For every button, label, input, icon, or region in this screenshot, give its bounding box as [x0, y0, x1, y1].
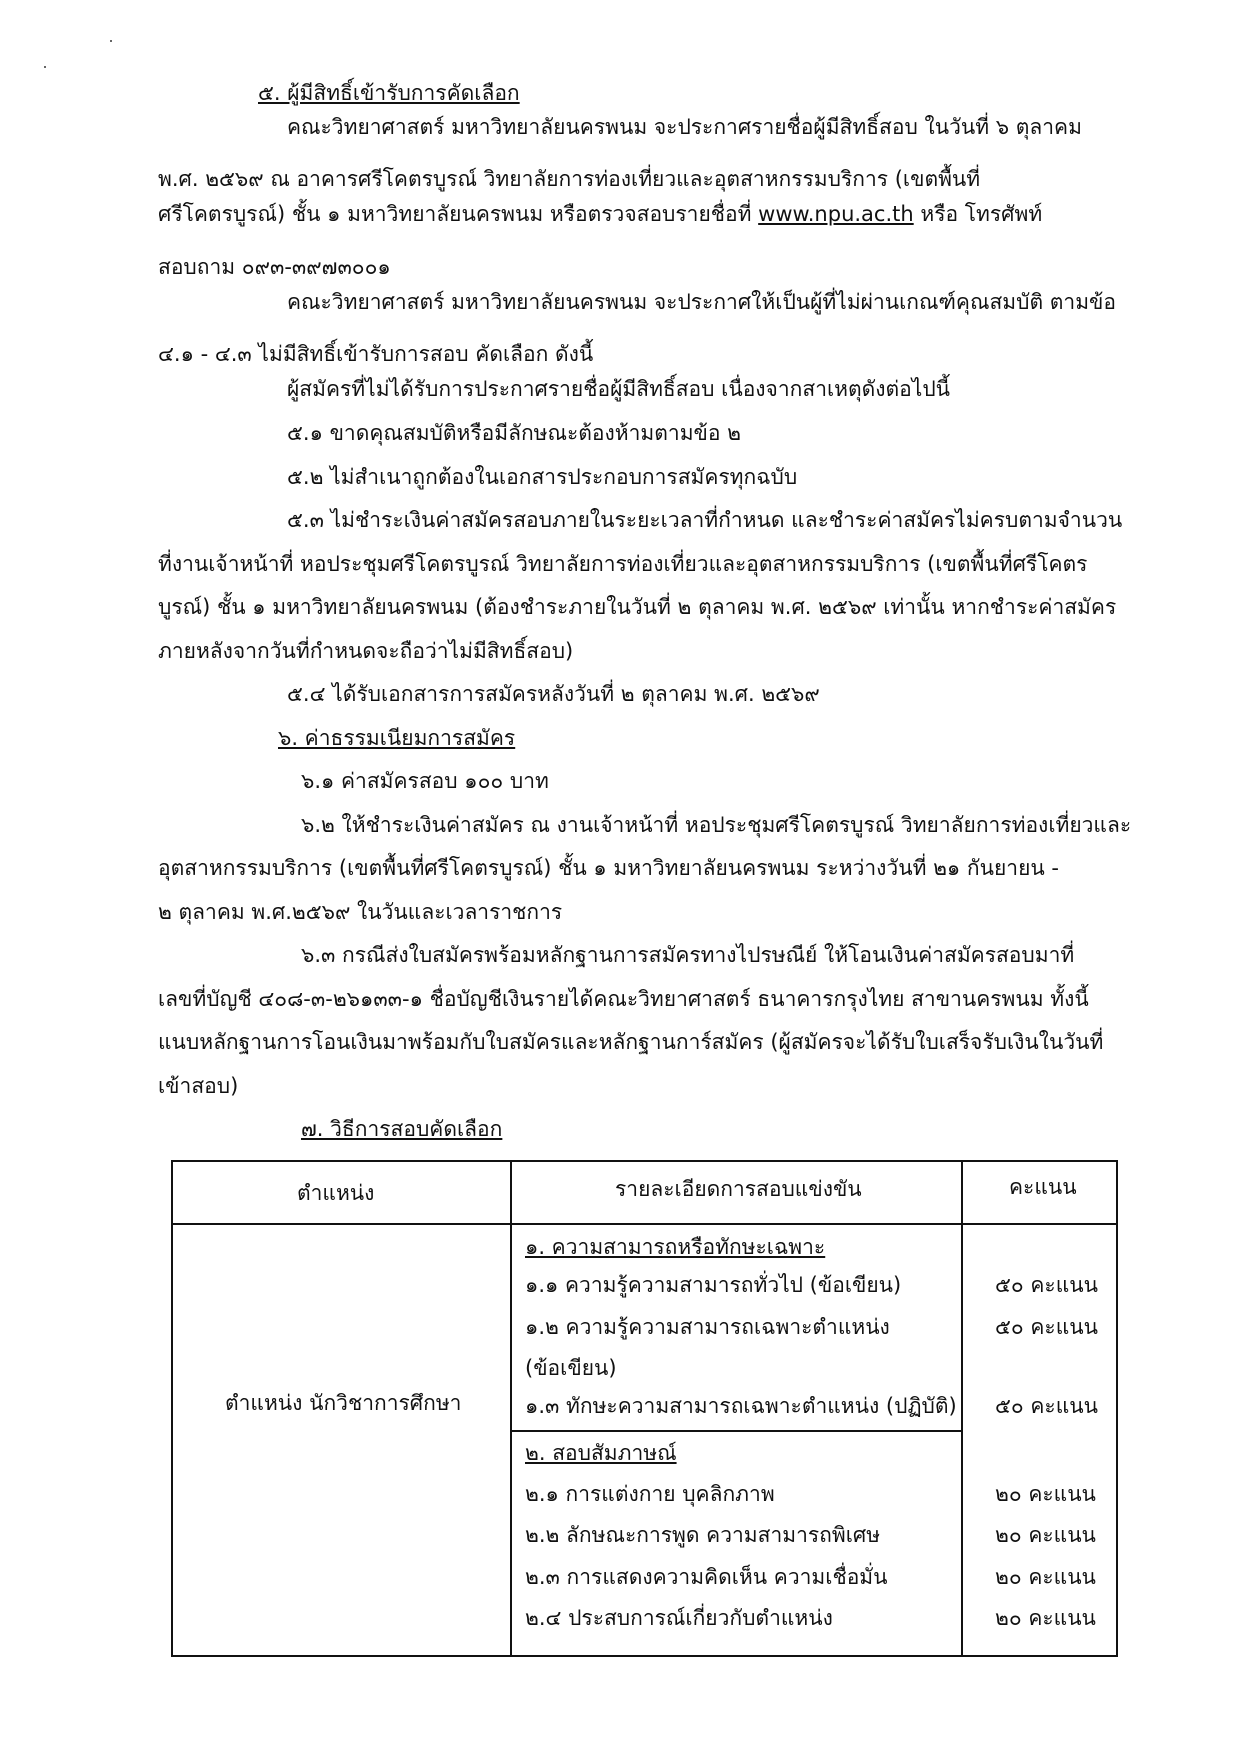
paragraph-line: คณะวิทยาศาสตร์ มหาวิทยาลัยนครพนม จะประกาศให้เป็นผู้ที่ไม่ผ่านเกณฑ์คุณสมบัติ ตามข้อ	[287, 290, 1117, 314]
score-cell: ๕๐ คะแนน	[995, 1273, 1098, 1297]
table-divider	[510, 1430, 963, 1432]
paragraph-line: อุตสาหกรรมบริการ (เขตพื้นที่ศรีโคตรบูรณ์) ชั้น ๑ มหาวิทยาลัยนครพนม ระหว่างวันที่ ๒๑ กันยายน -	[158, 856, 1060, 880]
group-title: ๒. สอบสัมภาษณ์	[525, 1441, 677, 1465]
section-7-heading: ๗. วิธีการสอบคัดเลือก	[301, 1117, 503, 1141]
score-cell: ๒๐ คะแนน	[995, 1523, 1096, 1547]
score-cell: ๒๐ คะแนน	[995, 1606, 1096, 1630]
table-divider	[961, 1162, 963, 1655]
paragraph-line: พ.ศ. ๒๕๖๙ ณ อาคารศรีโคตรบูรณ์ วิทยาลัยการท่องเที่ยวและอุตสาหกรรมบริการ (เขตพื้นที่	[158, 167, 981, 191]
detail-cell: ๒.๒ ลักษณะการพูด ความสามารถพิเศษ	[525, 1523, 881, 1547]
score-cell: ๕๐ คะแนน	[995, 1394, 1098, 1418]
table-header: คะแนน	[1009, 1175, 1077, 1199]
detail-cell: ๒.๓ การแสดงความคิดเห็น ความเชื่อมั่น	[525, 1565, 888, 1589]
detail-cell: ๒.๑ การแต่งกาย บุคลิกภาพ	[525, 1482, 775, 1506]
score-cell: ๒๐ คะแนน	[995, 1565, 1096, 1589]
detail-cell: ๑.๑ ความรู้ความสามารถทั่วไป (ข้อเขียน)	[525, 1273, 902, 1297]
table-header: ตำแหน่ง	[297, 1181, 375, 1205]
list-item: ๖.๒ ให้ชำระเงินค่าสมัคร ณ งานเจ้าหน้าที่ หอประชุมศรีโคตรบูรณ์ วิทยาลัยการท่องเที่ยวและ	[301, 813, 1132, 837]
scan-speck	[44, 66, 46, 68]
paragraph-line: สอบถาม ๐๙๓-๓๙๗๓๐๐๑	[158, 255, 391, 279]
list-item: ๖.๓ กรณีส่งใบสมัครพร้อมหลักฐานการสมัครทางไปรษณีย์ ให้โอนเงินค่าสมัครสอบมาที่	[301, 943, 1075, 967]
paragraph-line: ๒ ตุลาคม พ.ศ.๒๕๖๙ ในวันและเวลาราชการ	[158, 900, 563, 924]
exam-method-table	[171, 1160, 1118, 1657]
group-title: ๑. ความสามารถหรือทักษะเฉพาะ	[525, 1235, 826, 1259]
paragraph-line: แนบหลักฐานการโอนเงินมาพร้อมกับใบสมัครและหลักฐานการ์สมัคร (ผู้สมัครจะได้รับใบเสร็จรับเงินในวันที่	[158, 1030, 1104, 1054]
paragraph-line: ภายหลังจากวันที่กำหนดจะถือว่าไม่มีสิทธิ์สอบ)	[158, 639, 574, 663]
table-divider	[510, 1162, 512, 1655]
website-link[interactable]: www.npu.ac.th	[758, 202, 914, 226]
scan-speck	[110, 40, 112, 42]
paragraph-line: ที่งานเจ้าหน้าที่ หอประชุมศรีโคตรบูรณ์ วิทยาลัยการท่องเที่ยวและอุตสาหกรรมบริการ (เขตพื้นที่ศรีโคตร	[158, 552, 1088, 576]
score-cell: ๕๐ คะแนน	[995, 1315, 1098, 1339]
score-cell: ๒๐ คะแนน	[995, 1482, 1096, 1506]
paragraph-line: คณะวิทยาศาสตร์ มหาวิทยาลัยนครพนม จะประกาศรายชื่อผู้มีสิทธิ์สอบ ในวันที่ ๖ ตุลาคม	[287, 115, 1082, 139]
text-segment: ศรีโคตรบูรณ์) ชั้น ๑ มหาวิทยาลัยนครพนม หรือตรวจสอบรายชื่อที่	[158, 202, 759, 226]
detail-cell: ๑.๓ ทักษะความสามารถเฉพาะตำแหน่ง (ปฏิบัติ)	[525, 1394, 957, 1418]
section-5-heading: ๕. ผู้มีสิทธิ์เข้ารับการคัดเลือก	[258, 81, 520, 105]
paragraph-line: ผู้สมัครที่ไม่ได้รับการประกาศรายชื่อผู้มีสิทธิ์สอบ เนื่องจากสาเหตุดังต่อไปนี้	[287, 377, 951, 401]
position-cell: ตำแหน่ง นักวิชาการศึกษา	[225, 1391, 462, 1415]
table-divider	[173, 1223, 1116, 1225]
detail-cell: ๒.๔ ประสบการณ์เกี่ยวกับตำแหน่ง	[525, 1606, 833, 1630]
list-item: ๕.๓ ไม่ชำระเงินค่าสมัครสอบภายในระยะเวลาที่กำหนด และชำระค่าสมัครไม่ครบตามจำนวน	[287, 508, 1123, 532]
list-item: ๕.๒ ไม่สำเนาถูกต้องในเอกสารประกอบการสมัครทุกฉบับ	[287, 465, 798, 489]
detail-cell: (ข้อเขียน)	[525, 1356, 617, 1380]
section-6-heading: ๖. ค่าธรรมเนียมการสมัคร	[278, 726, 516, 750]
paragraph-line	[158, 199, 1042, 229]
list-item: ๕.๑ ขาดคุณสมบัติหรือมีลักษณะต้องห้ามตามข้อ ๒	[287, 421, 742, 445]
paragraph-line: เข้าสอบ)	[158, 1074, 239, 1098]
paragraph-line: เลขที่บัญชี ๔๐๘-๓-๒๖๑๓๓-๑ ชื่อบัญชีเงินรายได้คณะวิทยาศาสตร์ ธนาคารกรุงไทย สาขานครพนม ทั้งนี้	[158, 987, 1089, 1011]
paragraph-line: บูรณ์) ชั้น ๑ มหาวิทยาลัยนครพนม (ต้องชำระภายในวันที่ ๒ ตุลาคม พ.ศ. ๒๕๖๙ เท่านั้น หากชำระค่าสมัคร	[158, 595, 1117, 619]
list-item: ๖.๑ ค่าสมัครสอบ ๑๐๐ บาท	[301, 769, 549, 793]
detail-cell: ๑.๒ ความรู้ความสามารถเฉพาะตำแหน่ง	[525, 1315, 890, 1339]
table-header: รายละเอียดการสอบแข่งขัน	[615, 1177, 862, 1201]
list-item: ๕.๔ ได้รับเอกสารการสมัครหลังวันที่ ๒ ตุลาคม พ.ศ. ๒๕๖๙	[287, 682, 820, 706]
text-segment: หรือ โทรศัพท์	[913, 202, 1043, 226]
paragraph-line: ๔.๑ - ๔.๓ ไม่มีสิทธิ์เข้ารับการสอบ คัดเลือก ดังนี้	[158, 342, 594, 366]
